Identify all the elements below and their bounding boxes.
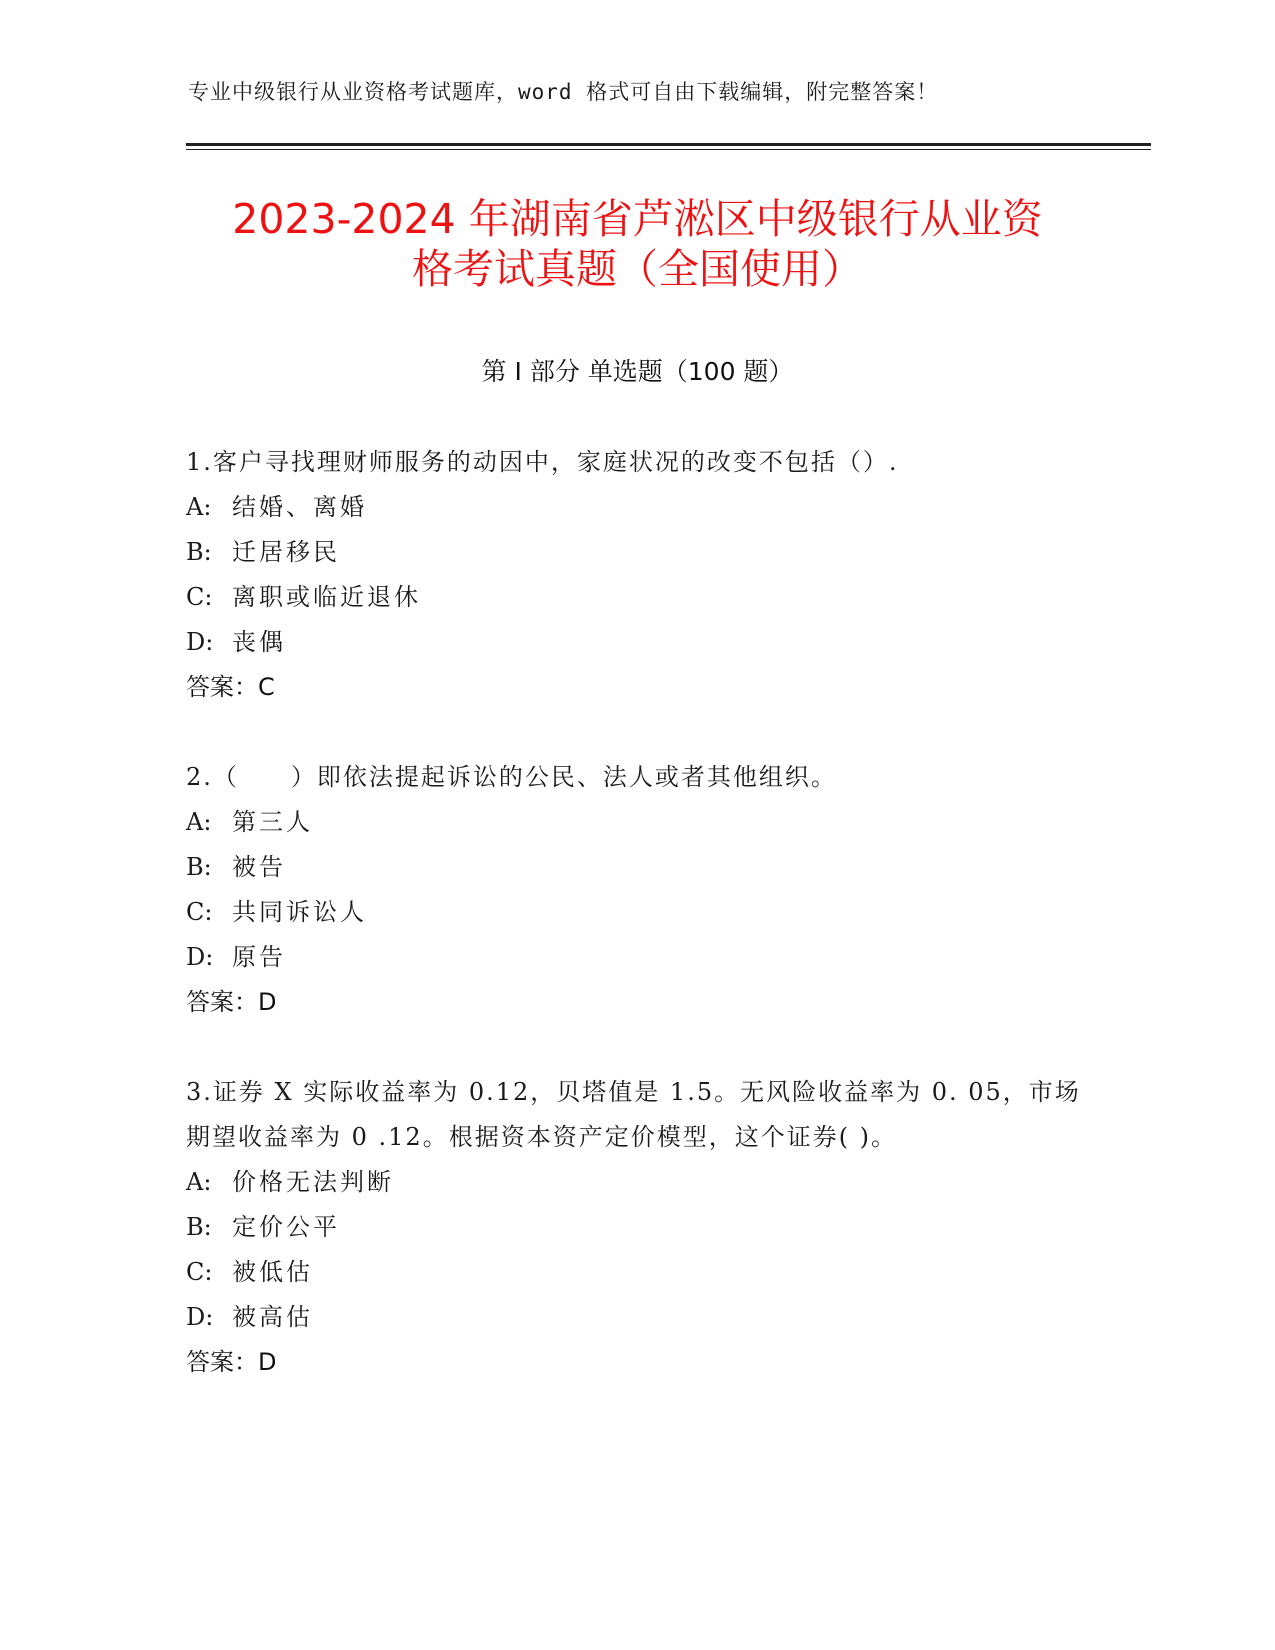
document-title-line1: 2023-2024 年湖南省芦淞区中级银行从业资 [232,195,1043,243]
section-title: 第 I 部分 单选题（100 题） [481,357,794,386]
option-text: 定价公平 [232,1213,340,1241]
option-letter: A: [186,808,212,836]
option-text: 离职或临近退休 [232,583,421,611]
option-letter: C: [186,898,213,926]
option-c [186,1250,1086,1295]
option-c [186,890,1086,935]
option-text: 结婚、离婚 [232,493,367,521]
option-text: 价格无法判断 [232,1168,394,1196]
option-b [186,845,1086,890]
option-text: 原告 [232,943,286,971]
option-text: 共同诉讼人 [232,898,367,926]
option-letter: B: [186,1213,212,1241]
option-d [186,935,1086,980]
option-text: 丧偶 [232,628,286,656]
option-text: 被告 [232,853,286,881]
answer-line: 答案：C [186,673,275,701]
question-3 [186,1070,1086,1385]
option-letter: A: [186,493,212,521]
option-b [186,530,1086,575]
option-letter: D: [186,628,214,656]
option-letter: C: [186,1258,213,1286]
option-text: 被高估 [232,1303,313,1331]
question-1 [186,440,1086,710]
option-text: 第三人 [232,808,313,836]
option-text: 被低估 [232,1258,313,1286]
option-letter: D: [186,943,214,971]
document-title-line2: 格考试真题（全国使用） [412,245,863,293]
question-stem: 2.（ ）即依法提起诉讼的公民、法人或者其他组织。 [186,763,837,791]
document-title [150,194,1125,294]
option-d [186,1295,1086,1340]
option-a [186,485,1086,530]
option-b [186,1205,1086,1250]
answer-line: 答案：D [186,1348,277,1376]
option-letter: B: [186,853,212,881]
option-letter: B: [186,538,212,566]
question-2 [186,755,1086,1025]
header-note: 专业中级银行从业资格考试题库，word 格式可自由下载编辑，附完整答案！ [188,80,939,104]
option-letter: A: [186,1168,212,1196]
question-stem: 1.客户寻找理财师服务的动因中，家庭状况的改变不包括（）. [186,448,899,476]
header-rule-thick [186,143,1151,146]
option-text: 迁居移民 [232,538,340,566]
option-d [186,620,1086,665]
option-letter: C: [186,583,213,611]
option-a [186,1160,1086,1205]
question-stem: 3.证券 X 实际收益率为 0.12，贝塔值是 1.5。无风险收益率为 0. 05，市场期望收益率为 0 .12。根据资本资产定价模型，这个证券( )。 [186,1078,1081,1151]
option-letter: D: [186,1303,214,1331]
header-rule-thin [186,149,1151,150]
answer-line: 答案：D [186,988,277,1016]
question-list [186,440,1086,1430]
option-a [186,800,1086,845]
option-c [186,575,1086,620]
